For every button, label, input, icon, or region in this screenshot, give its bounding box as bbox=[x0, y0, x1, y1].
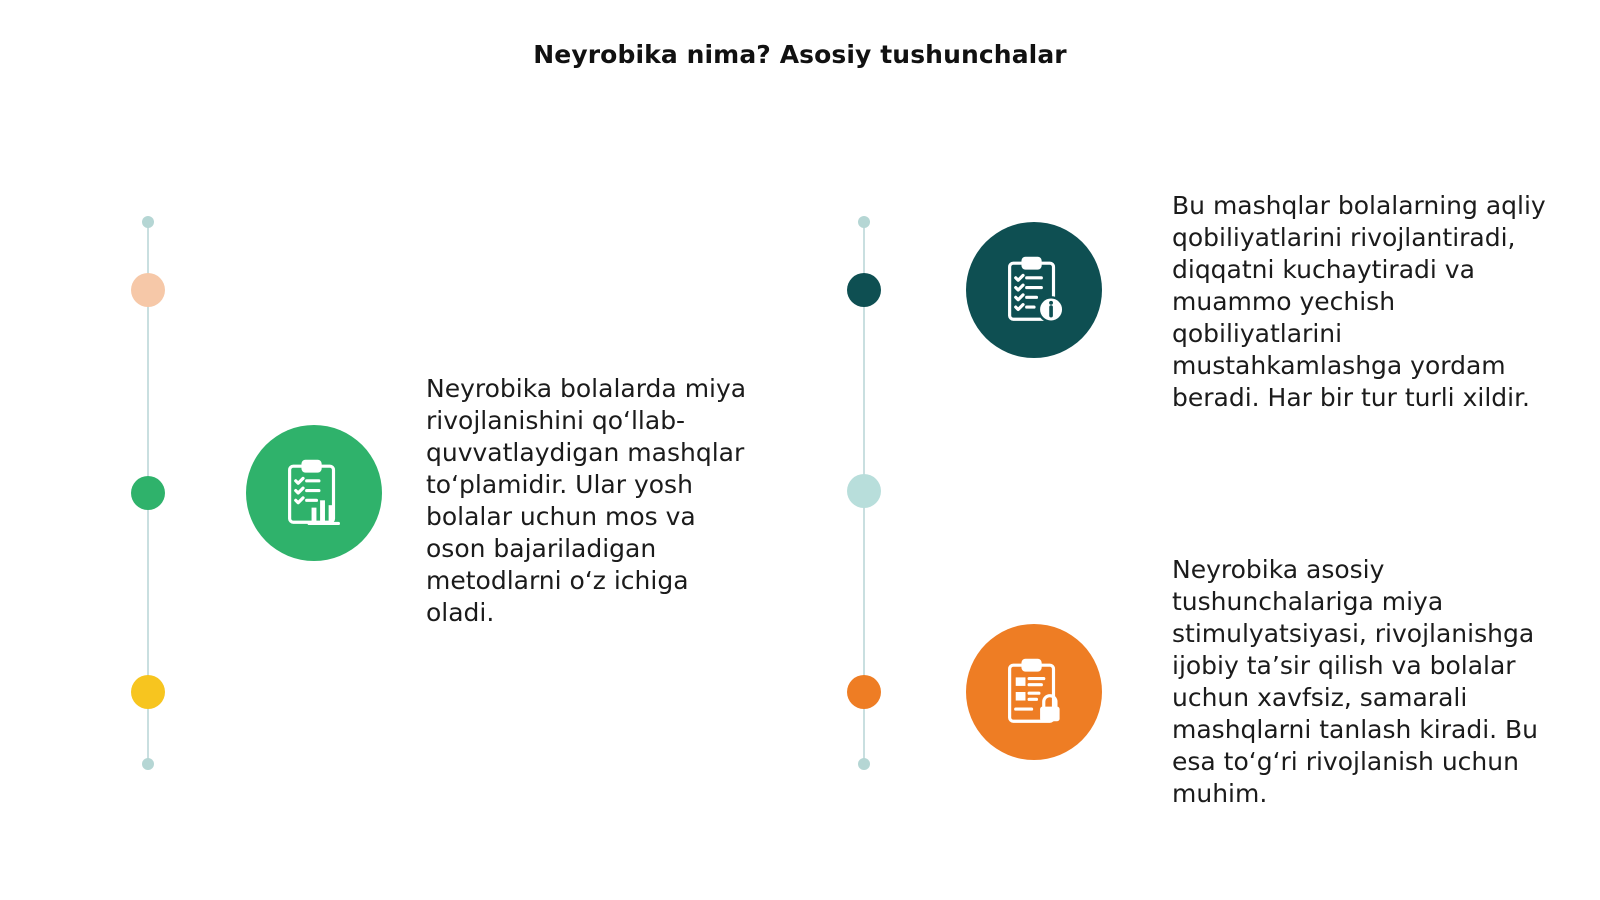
clipboard-chart-circle bbox=[246, 425, 382, 561]
dark-teal-node bbox=[847, 273, 881, 307]
item-3-text: Neyrobika asosiy tushunchalariga miya stimulyatsiyasi, rivojlanishga ijobiy ta’sir qilish va bolalar uchun xavfsiz, samarali mashqlarni tanlash kiradi. Bu esa to‘g‘ri rivojlanish uchun muhim. bbox=[1172, 555, 1539, 808]
clipboard-chart-icon bbox=[275, 454, 353, 532]
left-timeline-bottom-dot bbox=[142, 758, 154, 770]
left-timeline-top-dot bbox=[142, 216, 154, 228]
yellow-node bbox=[131, 675, 165, 709]
right-timeline-bottom-dot bbox=[858, 758, 870, 770]
clipboard-lock-icon bbox=[995, 653, 1073, 731]
right-timeline-top-dot bbox=[858, 216, 870, 228]
clipboard-info-icon bbox=[995, 251, 1073, 329]
light-teal-node bbox=[847, 474, 881, 508]
peach-node bbox=[131, 273, 165, 307]
clipboard-lock-circle bbox=[966, 624, 1102, 760]
item-2-text: Bu mashqlar bolalarning aqliy qobiliyatlarini rivojlantiradi, diqqatni kuchaytiradi va muammo yechish qobiliyatlarini mustahkamlashga yordam beradi. Har bir tur turli xildir. bbox=[1172, 191, 1546, 412]
page-title: Neyrobika nima? Asosiy tushunchalar bbox=[533, 40, 1067, 69]
clipboard-info-circle bbox=[966, 222, 1102, 358]
green-node bbox=[131, 476, 165, 510]
orange-node bbox=[847, 675, 881, 709]
item-1-text: Neyrobika bolalarda miya rivojlanishini qo‘llab-quvvatlaydigan mashqlar to‘plamidir. Ular yosh bolalar uchun mos va oson bajariladigan metodlarni o‘z ichiga oladi. bbox=[426, 374, 747, 627]
